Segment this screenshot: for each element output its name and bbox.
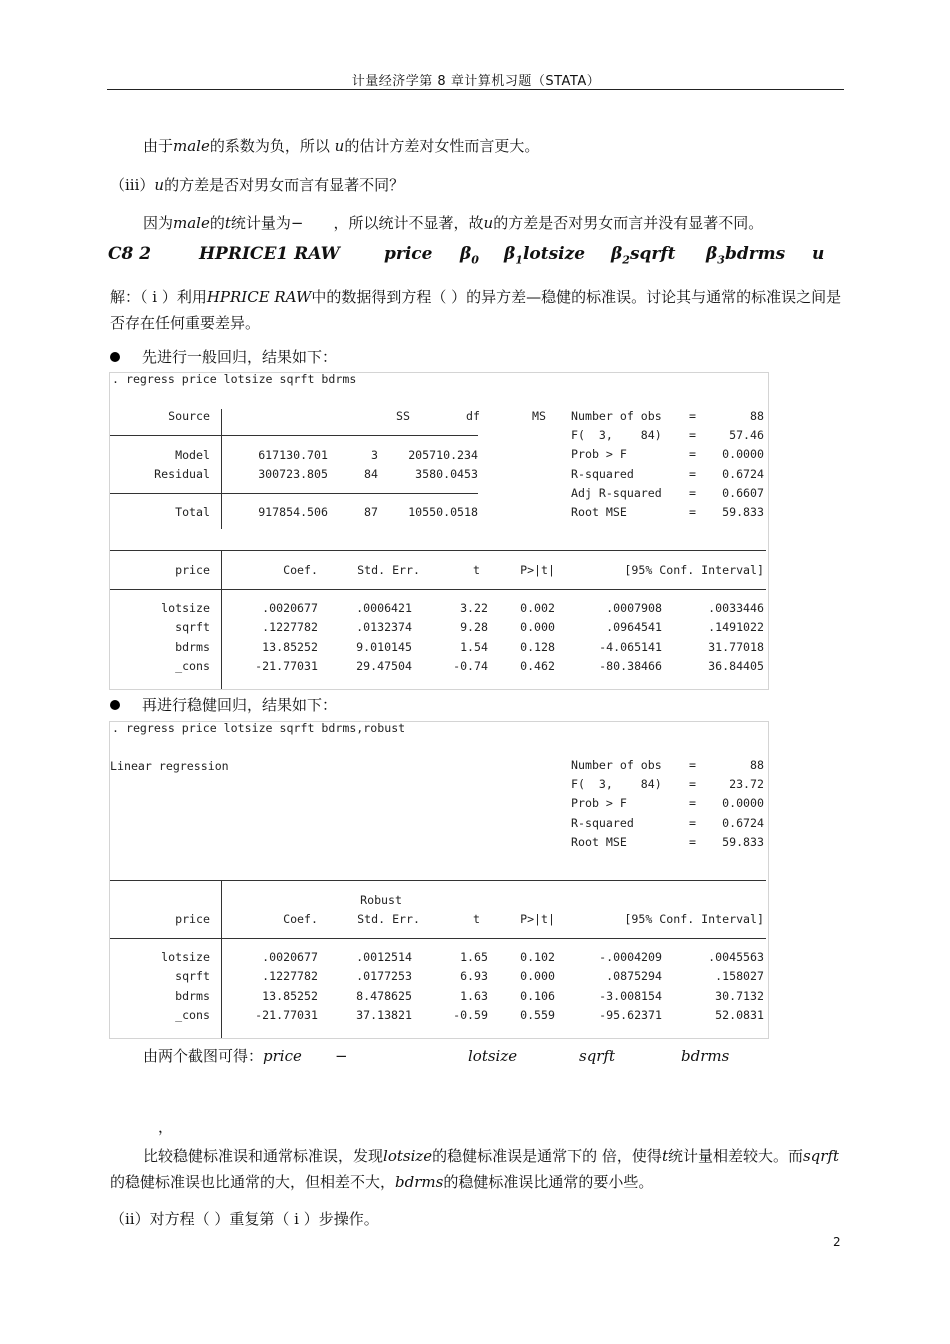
beta: β (504, 244, 516, 264)
coef-header-robust: Robust (360, 893, 402, 907)
coef-var: _cons (175, 1008, 210, 1023)
page-number: 2 (833, 1235, 841, 1249)
anova-header-ms-label: MS (532, 409, 546, 423)
rule (110, 938, 766, 939)
stat-equals: = (689, 796, 696, 811)
coef-t: 9.28 (460, 620, 488, 635)
question-iii (110, 172, 404, 198)
coef-header-se: Std. Err. (357, 912, 420, 926)
var-u: u (334, 137, 345, 155)
coef-value: -21.77031 (255, 1008, 318, 1023)
rule (221, 551, 222, 689)
coef-ci-high: .1491022 (708, 620, 764, 635)
bullet-ols (110, 346, 337, 367)
rule (110, 493, 478, 494)
anova-header-ms (410, 408, 458, 425)
coef-stderr: .0177253 (356, 969, 412, 984)
coef-stderr: 9.010145 (356, 639, 412, 654)
anova-header-source: Source (168, 409, 210, 423)
coef-var: bdrms (175, 988, 210, 1003)
beta-0 (460, 244, 479, 266)
coef-header-var: price (175, 912, 210, 926)
problem-label: C8 2 (108, 244, 152, 264)
rule (110, 589, 766, 590)
stat-equals: = (689, 758, 696, 772)
var-bdrms: bdrms (395, 1173, 444, 1191)
anova-header-ss: SS (396, 409, 410, 423)
coef-header-coef: Coef. (283, 563, 318, 577)
text: 的稳健标准误是通常下的 倍，使得 (432, 1147, 662, 1165)
stat-value: 0.6724 (722, 815, 764, 830)
stat-equals: = (689, 447, 696, 462)
var: lotsize (522, 244, 586, 264)
coef-t: 3.22 (460, 601, 488, 615)
coef-p: 0.002 (520, 601, 555, 615)
text: 再进行稳健回归，结果如下： (142, 696, 338, 714)
anova-source: Residual (154, 467, 210, 481)
minus: − (335, 1047, 348, 1065)
stat-label: F( 3, 84) (571, 777, 662, 792)
anova-df: 87 (364, 505, 378, 519)
anova-ms: 3580.0453 (415, 467, 478, 481)
stat-label: Prob > F (571, 796, 627, 811)
coef-var: sqrft (175, 620, 210, 635)
var-sqrft: sqrft (579, 1047, 616, 1065)
var-price: price (263, 1047, 302, 1065)
question-ii: （ii）对方程（ ）重复第（ i ）步操作。 (110, 1210, 379, 1228)
coef-t: 1.63 (460, 988, 488, 1003)
stat-label: Root MSE (571, 505, 627, 519)
stat-value: 0.6724 (722, 466, 764, 481)
bullet-icon (110, 352, 120, 362)
coef-stderr: 29.47504 (356, 659, 412, 674)
text: （iii） (110, 176, 155, 194)
dataset-name: HPRICE1 RAW (199, 244, 340, 264)
equation-price: price (384, 244, 433, 264)
text: 由两个截图可得： (143, 1047, 264, 1065)
coef-value: .0020677 (262, 601, 318, 615)
stat-value: 0.0000 (722, 796, 764, 811)
paragraph-male-coefficient (143, 133, 539, 159)
beta-2-sqrft (611, 244, 676, 266)
problem-c8-2 (108, 244, 848, 272)
beta: β (706, 244, 718, 264)
stat-value: 57.46 (729, 428, 764, 443)
coef-header-t: t (473, 563, 480, 577)
coef-p: 0.000 (520, 969, 555, 984)
coef-value: .0020677 (262, 950, 318, 964)
text: 统计量相差较大。而 (667, 1147, 803, 1165)
coef-header-t: t (473, 912, 480, 926)
coef-header-ci: [95% Conf. Interval] (624, 563, 764, 577)
beta: β (460, 244, 472, 264)
coef-t: -0.59 (453, 1008, 488, 1023)
coef-t: 6.93 (460, 969, 488, 984)
coef-p: 0.128 (520, 639, 555, 654)
coef-ci-high: .0033446 (708, 601, 764, 615)
stat-label: Root MSE (571, 834, 627, 849)
coef-ci-low: -80.38466 (599, 659, 662, 674)
coef-t: 1.54 (460, 639, 488, 654)
stat-equals: = (689, 815, 696, 830)
anova-source: Total (175, 505, 210, 519)
subscript: 1 (515, 253, 523, 267)
stat-equals: = (689, 428, 696, 443)
text: 的稳健标准误比通常的要小些。 (443, 1173, 654, 1191)
subscript: 3 (717, 253, 725, 267)
coef-var: lotsize (161, 601, 210, 615)
coef-ci-low: .0875294 (606, 969, 662, 984)
stat-equals: = (689, 777, 696, 792)
stata-command: . regress price lotsize sqrft bdrms,robust (112, 721, 406, 735)
coef-header-p: P>|t| (520, 563, 555, 577)
coef-ci-low: -.0004209 (599, 950, 662, 964)
coef-var: bdrms (175, 639, 210, 654)
stat-value: 23.72 (729, 777, 764, 792)
stat-label: Number of obs (571, 409, 662, 423)
anova-ms: 205710.234 (408, 448, 478, 462)
text: ，所以统计不显著，故 (333, 214, 484, 232)
bullet-icon (110, 700, 120, 710)
rule (221, 881, 222, 1038)
page-header: 计量经济学第 8 章计算机习题（STATA） (351, 74, 601, 89)
coef-ci-high: 36.84405 (708, 659, 764, 674)
coef-p: 0.106 (520, 988, 555, 1003)
bullet-robust (110, 694, 337, 715)
var-bdrms: bdrms (681, 1047, 730, 1065)
text: 解：（ i ）利用 (110, 288, 207, 306)
coef-ci-low: .0964541 (606, 620, 662, 635)
text: 的估计方差对女性而言更大。 (344, 137, 540, 155)
anova-source: Model (175, 448, 210, 462)
stat-label: R-squared (571, 815, 634, 830)
answer-iii (143, 210, 763, 236)
comparison-paragraph (110, 1143, 844, 1195)
coef-ci-high: 52.0831 (715, 1008, 764, 1023)
beta: β (611, 244, 623, 264)
text: 中的数据得到方程（ ）的异方差—稳健的标准误。讨论其与通常的标准误之间是否存在任何重要差异。 (110, 288, 842, 332)
stat-equals: = (689, 485, 696, 500)
coef-ci-high: 30.7132 (715, 988, 764, 1003)
var-male: male (173, 214, 210, 232)
anova-ss: 917854.506 (258, 505, 328, 519)
coef-ci-low: .0007908 (606, 601, 662, 615)
error-u: u (812, 244, 825, 264)
coef-header-ci: [95% Conf. Interval] (624, 912, 764, 926)
anova-df: 84 (364, 467, 378, 481)
beta-1-lotsize (504, 244, 585, 266)
stat-label: R-squared (571, 466, 634, 481)
text: 的方差是否对男女而言有显著不同？ (164, 176, 405, 194)
stat-value: 88 (750, 409, 764, 423)
coef-ci-high: .0045563 (708, 950, 764, 964)
anova-header-df: df (466, 409, 480, 423)
coef-stderr: 8.478625 (356, 988, 412, 1003)
var-t: t (224, 214, 231, 232)
coef-ci-low: -4.065141 (599, 639, 662, 654)
coef-p: 0.559 (520, 1008, 555, 1023)
coef-stderr: 37.13821 (356, 1008, 412, 1023)
coef-value: 13.85252 (262, 639, 318, 654)
text: 统计量为 (230, 214, 291, 232)
var: sqrft (629, 244, 676, 264)
stat-value: 59.833 (722, 834, 764, 849)
stat-label: F( 3, 84) (571, 428, 662, 443)
coef-ci-low: -3.008154 (599, 988, 662, 1003)
coef-value: .1227782 (262, 969, 318, 984)
conclusion-comma: ， (158, 1118, 174, 1136)
coef-t: -0.74 (453, 659, 488, 674)
dataset-name: HPRICE RAW (206, 288, 312, 306)
rule (110, 435, 478, 436)
stat-value: 0.6607 (722, 485, 764, 500)
text: 先进行一般回归，结果如下： (142, 348, 338, 366)
stata-robust-output (109, 721, 769, 1039)
coef-ci-high: .158027 (715, 969, 764, 984)
rule (221, 409, 222, 529)
var-u: u (483, 214, 494, 232)
coef-header-p: P>|t| (520, 912, 555, 926)
anova-ss: 300723.805 (258, 467, 328, 481)
var-lotsize: lotsize (383, 1147, 433, 1165)
coef-stderr: .0012514 (356, 950, 412, 964)
stata-command: . regress price lotsize sqrft bdrms (112, 372, 357, 386)
text: 的稳健标准误也比通常的大，但相差不大， (110, 1173, 396, 1191)
var: bdrms (724, 244, 786, 264)
subscript: 2 (622, 253, 630, 267)
stat-equals: = (689, 466, 696, 481)
stata-ols-output (109, 372, 769, 690)
anova-ss: 617130.701 (258, 448, 328, 462)
var-t: t (661, 1147, 668, 1165)
stat-equals: = (689, 409, 696, 423)
text: 比较稳健标准误和通常标准误，发现 (143, 1147, 384, 1165)
text: 因为 (143, 214, 174, 232)
stat-value: 59.833 (722, 505, 764, 519)
rule (110, 550, 766, 551)
text: 的 (209, 214, 225, 232)
text: 由于 (143, 137, 174, 155)
var-u: u (154, 176, 165, 194)
conclusion-equation (143, 1043, 730, 1069)
coef-var: lotsize (161, 950, 210, 964)
coef-value: .1227782 (262, 620, 318, 635)
var-male: male (173, 137, 210, 155)
anova-ms: 10550.0518 (408, 505, 478, 519)
stat-label: Number of obs (571, 758, 662, 772)
coef-header-coef: Coef. (283, 912, 318, 926)
coef-var: _cons (175, 659, 210, 674)
var-sqrft: sqrft (802, 1147, 840, 1165)
coef-stderr: .0006421 (356, 601, 412, 615)
rule (110, 880, 766, 881)
text: 的系数为负，所以 (209, 137, 330, 155)
coef-value: 13.85252 (262, 988, 318, 1003)
coef-t: 1.65 (460, 950, 488, 964)
header-rule (107, 89, 844, 90)
coef-p: 0.462 (520, 659, 555, 674)
coef-value: -21.77031 (255, 659, 318, 674)
coef-header-var: price (175, 563, 210, 577)
stat-value: 88 (750, 758, 764, 772)
solution-i (110, 284, 844, 336)
beta-3-bdrms (706, 244, 785, 266)
var-lotsize: lotsize (468, 1047, 518, 1065)
stat-equals: = (689, 505, 696, 519)
coef-header-se: Std. Err. (357, 563, 420, 577)
stat-label: Adj R-squared (571, 485, 662, 500)
subscript: 0 (471, 253, 479, 267)
stat-equals: = (689, 834, 696, 849)
stat-label: Prob > F (571, 447, 627, 462)
minus: − (290, 214, 304, 232)
regression-title: Linear regression (110, 759, 229, 773)
anova-df: 3 (371, 448, 378, 462)
coef-stderr: .0132374 (356, 620, 412, 635)
coef-var: sqrft (175, 969, 210, 984)
coef-ci-low: -95.62371 (599, 1008, 662, 1023)
text: 的方差是否对男女而言并没有显著不同。 (493, 214, 764, 232)
stat-value: 0.0000 (722, 447, 764, 462)
coef-p: 0.000 (520, 620, 555, 635)
coef-ci-high: 31.77018 (708, 639, 764, 654)
coef-p: 0.102 (520, 950, 555, 964)
